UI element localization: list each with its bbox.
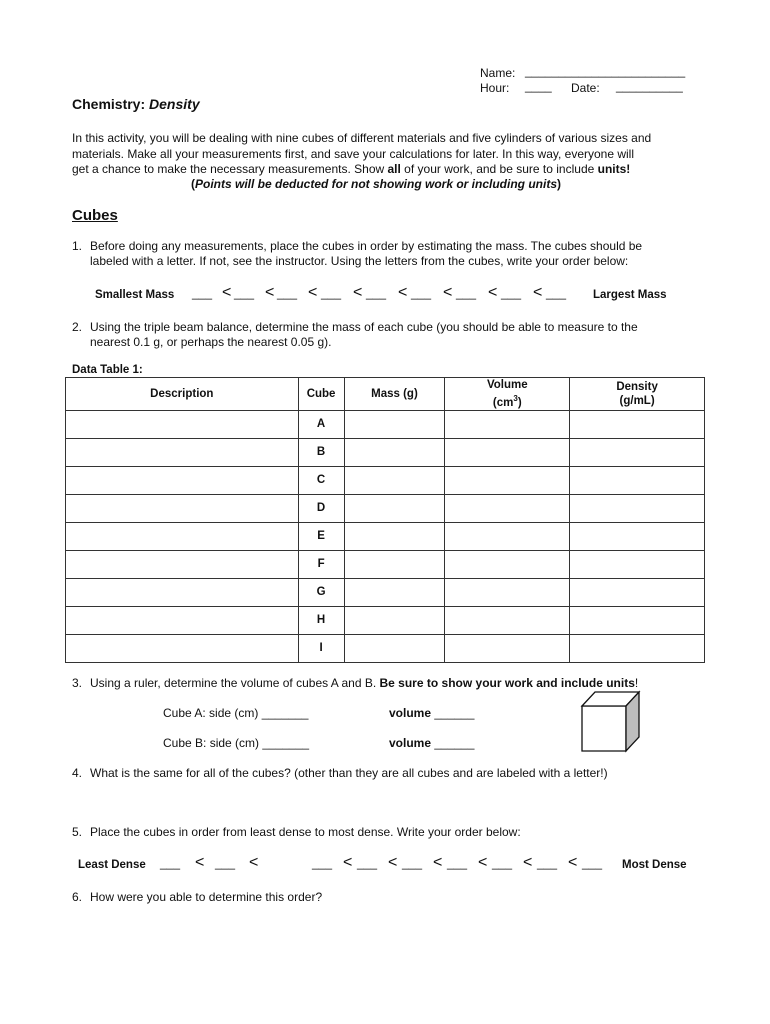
cube-letter-cell: G [298,578,344,606]
table-caption: Data Table 1: [72,364,143,376]
intro-line-2: materials. Make all your measurements first, and save your calculations for later. In this way, everyone will [72,147,635,161]
cube-a-volume-label: volume [389,706,432,720]
header-density-unit: (g/mL) [619,394,655,407]
mass-cell[interactable] [344,550,445,578]
cube-a-volume[interactable] [389,706,474,720]
intro-text-units: units! [597,162,631,176]
header-volume-unit-sup: 3 [513,394,518,403]
cube-icon [580,690,642,754]
table-header-row [66,378,705,411]
description-cell[interactable] [66,634,299,662]
header-description: Description [66,378,299,411]
density-blank-2[interactable]: ___ [215,856,236,870]
q2-line-1: Using the triple beam balance, determine the mass of each cube (you should be able to measure to the [90,320,638,334]
header-volume [445,378,570,411]
q6-text: How were you able to determine this order? [90,890,323,904]
q4-text: What is the same for all of the cubes? (other than they are all cubes and are labeled with a letter!) [90,766,608,780]
header-volume-label: Volume [486,379,528,391]
name-field[interactable]: ________________________ [525,64,686,78]
description-cell[interactable] [66,522,299,550]
description-cell[interactable] [66,606,299,634]
volume-cell[interactable] [445,466,570,494]
table-row [66,550,705,578]
cube-letter-cell: A [298,410,344,438]
volume-cell[interactable] [445,634,570,662]
q2-line-2: nearest 0.1 g, or perhaps the nearest 0.05 g). [90,335,332,349]
density-blank-3[interactable]: ___ [312,856,333,870]
header-mass: Mass (g) [344,378,445,411]
intro-text-a: get a chance to make the necessary measurements. Show [72,162,388,176]
less-than-1: < [222,284,232,301]
density-cell[interactable] [570,522,705,550]
density-cell[interactable] [570,606,705,634]
less-than-2: < [265,284,275,301]
mass-cell[interactable] [344,522,445,550]
cube-letter-cell: B [298,438,344,466]
density-less-than-7: < [523,854,533,871]
density-less-than-1: < [195,854,205,871]
q2-number: 2. [72,320,83,334]
q4-number: 4. [72,766,83,780]
mass-cell[interactable] [344,494,445,522]
page-title [72,96,200,112]
table-row [66,410,705,438]
mass-cell[interactable] [344,410,445,438]
description-cell[interactable] [66,494,299,522]
cube-b-side[interactable]: Cube B: side (cm) _______ [163,736,310,750]
description-cell[interactable] [66,410,299,438]
header-density [570,378,705,411]
mass-blank-7[interactable]: ___ [456,286,477,300]
table-row [66,466,705,494]
table-row [66,494,705,522]
less-than-7: < [488,284,498,301]
density-blank-1[interactable]: ___ [160,856,181,870]
less-than-8: < [533,284,543,301]
density-cell[interactable] [570,466,705,494]
description-cell[interactable] [66,578,299,606]
q3-text-end: ! [634,676,639,690]
volume-cell[interactable] [445,522,570,550]
q6-number: 6. [72,890,83,904]
hour-field[interactable]: ____ [525,79,552,93]
density-less-than-5: < [433,854,443,871]
description-cell[interactable] [66,438,299,466]
cube-letter-cell: F [298,550,344,578]
description-cell[interactable] [66,550,299,578]
density-less-than-8: < [568,854,578,871]
table-row [66,578,705,606]
mass-blank-1[interactable]: ___ [192,286,213,300]
cube-letter-cell: H [298,606,344,634]
density-cell[interactable] [570,494,705,522]
q3-text-main: Using a ruler, determine the volume of cubes A and B. [90,676,380,690]
intro-line-1: In this activity, you will be dealing with nine cubes of different materials and five cylinders of various sizes and [72,131,652,145]
density-cell[interactable] [570,634,705,662]
cube-letter-cell: D [298,494,344,522]
note-text: Points will be deducted for not showing work or including units [195,177,557,191]
section-heading-cubes: Cubes [72,207,118,224]
less-than-4: < [353,284,363,301]
mass-blank-9[interactable]: ___ [546,286,567,300]
mass-cell[interactable] [344,438,445,466]
volume-cell[interactable] [445,606,570,634]
density-blank-4[interactable]: ___ [357,856,378,870]
q3-text [90,676,638,690]
mass-cell[interactable] [344,606,445,634]
date-field[interactable]: __________ [616,79,683,93]
hour-label: Hour: [480,81,510,95]
note-open: ( [191,177,195,191]
density-cell[interactable] [570,550,705,578]
cube-b-volume-label: volume [389,736,432,750]
cube-letter-cell: C [298,466,344,494]
mass-blank-5[interactable]: ___ [366,286,387,300]
mass-cell[interactable] [344,578,445,606]
largest-mass-label: Largest Mass [593,289,667,301]
less-than-5: < [398,284,408,301]
mass-blank-3[interactable]: ___ [277,286,298,300]
table-row [66,606,705,634]
description-cell[interactable] [66,466,299,494]
less-than-6: < [443,284,453,301]
volume-cell[interactable] [445,410,570,438]
density-cell[interactable] [570,438,705,466]
density-cell[interactable] [570,410,705,438]
volume-cell[interactable] [445,550,570,578]
points-note [191,177,561,193]
table-row [66,634,705,662]
mass-blank-8[interactable]: ___ [501,286,522,300]
density-less-than-6: < [478,854,488,871]
header-density-label: Density [616,380,658,393]
title-topic: Density [149,96,200,112]
volume-cell[interactable] [445,494,570,522]
note-close: ) [557,177,561,191]
header-volume-unit-a: (cm [492,396,514,409]
cube-b-volume[interactable] [389,736,474,750]
q5-number: 5. [72,825,83,839]
density-less-than-3: < [343,854,353,871]
name-label: Name: [480,66,516,80]
cube-letter-cell: E [298,522,344,550]
intro-text-c: of your work, and be sure to include [400,162,598,176]
intro-line-3 [72,162,630,178]
mass-blank-4[interactable]: ___ [321,286,342,300]
mass-blank-6[interactable]: ___ [411,286,432,300]
header-cube: Cube [298,378,344,411]
intro-text-all: all [387,162,401,176]
cube-a-volume-blank[interactable]: ______ [434,706,475,720]
least-dense-label: Least Dense [78,859,146,871]
mass-cell[interactable] [344,634,445,662]
q3-number: 3. [72,676,83,690]
most-dense-label: Most Dense [622,859,687,871]
header-volume-unit-b: ) [517,396,522,409]
cube-letter-cell: I [298,634,344,662]
density-blank-6[interactable]: ___ [447,856,468,870]
data-table [65,377,705,663]
q1-line-1: Before doing any measurements, place the cubes in order by estimating the mass. The cubes should be [90,239,643,253]
q1-line-2: labeled with a letter. If not, see the instructor. Using the letters from the cubes, write your order below: [90,254,629,268]
smallest-mass-label: Smallest Mass [95,289,175,301]
volume-cell[interactable] [445,578,570,606]
table-row [66,522,705,550]
volume-cell[interactable] [445,438,570,466]
density-blank-5[interactable]: ___ [402,856,423,870]
q5-text: Place the cubes in order from least dense to most dense. Write your order below: [90,825,521,839]
density-blank-7[interactable]: ___ [492,856,513,870]
cube-b-volume-blank[interactable]: ______ [434,736,475,750]
density-blank-8[interactable]: ___ [537,856,558,870]
density-less-than-2: < [249,854,259,871]
cube-a-side[interactable]: Cube A: side (cm) _______ [163,706,309,720]
density-cell[interactable] [570,578,705,606]
density-less-than-4: < [388,854,398,871]
q3-text-bold: Be sure to show your work and include units [379,676,635,690]
mass-cell[interactable] [344,466,445,494]
less-than-3: < [308,284,318,301]
mass-blank-2[interactable]: ___ [234,286,255,300]
table-row [66,438,705,466]
density-blank-9[interactable]: ___ [582,856,603,870]
q1-number: 1. [72,239,83,253]
title-prefix: Chemistry: [72,96,146,112]
date-label: Date: [571,81,600,95]
